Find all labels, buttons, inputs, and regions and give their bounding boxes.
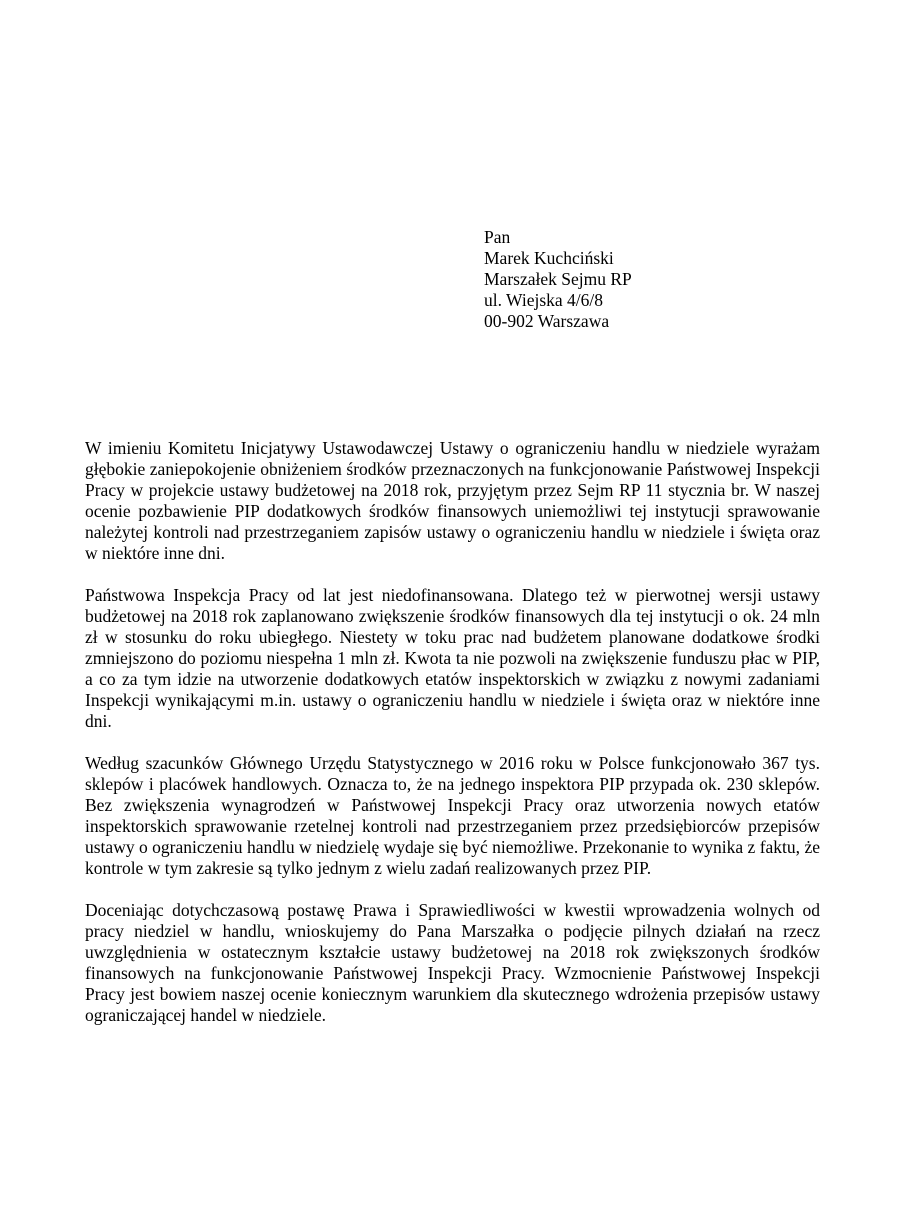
recipient-address-block bbox=[484, 227, 632, 332]
paragraph-2: Państwowa Inspekcja Pracy od lat jest niedofinansowana. Dlatego też w pierwotnej wersji ustawy budżetowej na 2018 rok zaplanowano zwiększenie środków finansowych dla tej instytucji o ok. 24 mln zł w stosunku do roku ubiegłego. Niestety w toku prac nad budżetem planowane dodatkowe środki zmniejszono do poziomu niespełna 1 mln zł. Kwota ta nie pozwoli na zwiększenie funduszu płac w PIP, a co za tym idzie na utworzenie dodatkowych etatów inspektorskich w związku z nowymi zadaniami Inspekcji wynikającymi m.in. ustawy o ograniczeniu handlu w niedziele i święta oraz w niektóre inne dni. bbox=[85, 585, 820, 731]
recipient-city: 00-902 Warszawa bbox=[484, 311, 610, 331]
recipient-salutation: Pan bbox=[484, 227, 511, 247]
letter-body bbox=[85, 438, 820, 1047]
paragraph-1: W imieniu Komitetu Inicjatywy Ustawodawczej Ustawy o ograniczeniu handlu w niedziele wyrażam głębokie zaniepokojenie obniżeniem środków przeznaczonych na funkcjonowanie Państwowej Inspekcji Pracy w projekcie ustawy budżetowej na 2018 rok, przyjętym przez Sejm RP 11 stycznia br. W naszej ocenie pozbawienie PIP dodatkowych środków finansowych uniemożliwi tej instytucji sprawowanie należytej kontroli nad przestrzeganiem zapisów ustawy o ograniczeniu handlu w niedziele i święta oraz w niektóre inne dni. bbox=[85, 438, 820, 563]
paragraph-4: Doceniając dotychczasową postawę Prawa i Sprawiedliwości w kwestii wprowadzenia wolnych od pracy niedziel w handlu, wnioskujemy do Pana Marszałka o podjęcie pilnych działań na rzecz uwzględnienia w ostatecznym kształcie ustawy budżetowej na 2018 rok zwiększonych środków finansowych na funkcjonowanie Państwowej Inspekcji Pracy. Wzmocnienie Państwowej Inspekcji Pracy jest bowiem naszej ocenie koniecznym warunkiem dla skutecznego wdrożenia przepisów ustawy ograniczającej handel w niedziele. bbox=[85, 900, 820, 1025]
recipient-title: Marszałek Sejmu RP bbox=[484, 269, 632, 289]
recipient-name: Marek Kuchciński bbox=[484, 248, 614, 268]
paragraph-3: Według szacunków Głównego Urzędu Statystycznego w 2016 roku w Polsce funkcjonowało 367 tys. sklepów i placówek handlowych. Oznacza to, że na jednego inspektora PIP przypada ok. 230 sklepów. Bez zwiększenia wynagrodzeń w Państwowej Inspekcji Pracy oraz utworzenia nowych etatów inspektorskich sprawowanie rzetelnej kontroli nad przestrzeganiem przez przedsiębiorców przepisów ustawy o ograniczeniu handlu w niedzielę wydaje się być niemożliwe. Przekonanie to wynika z faktu, że kontrole w tym zakresie są tylko jednym z wielu zadań realizowanych przez PIP. bbox=[85, 753, 820, 878]
recipient-street: ul. Wiejska 4/6/8 bbox=[484, 290, 604, 310]
